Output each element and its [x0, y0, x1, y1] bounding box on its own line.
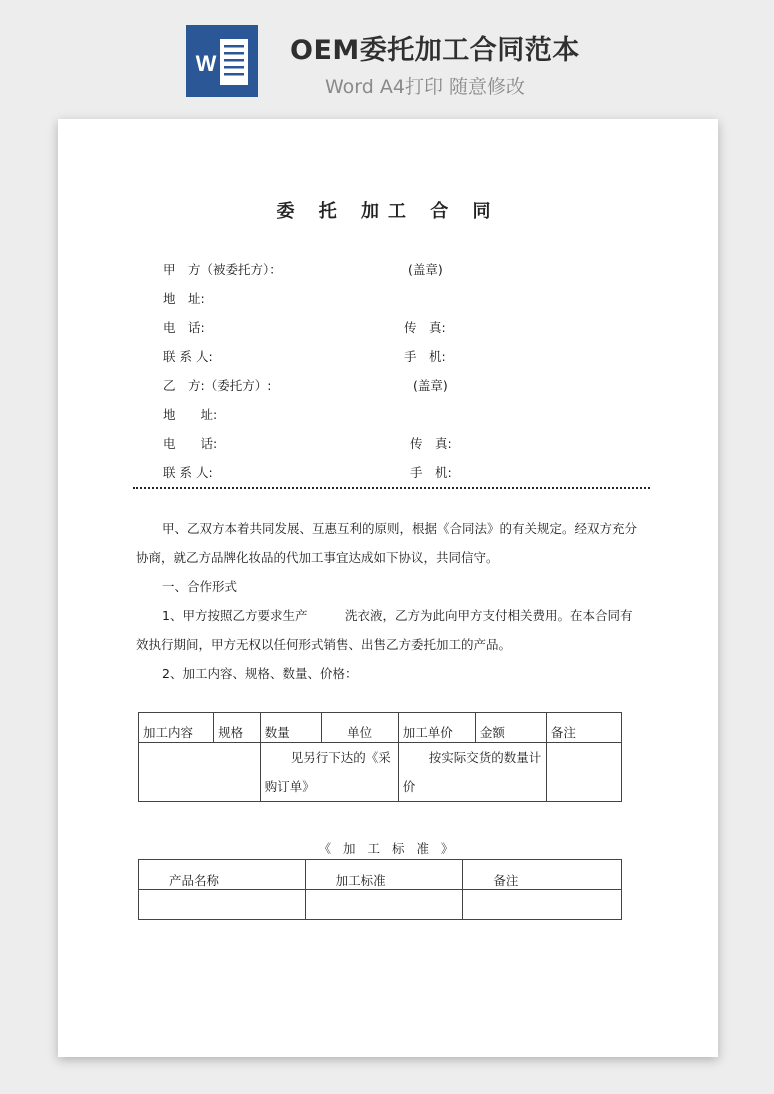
table-header-row: [139, 713, 622, 743]
party-a-address: 地 址:: [163, 291, 205, 306]
page-subtitle: Word A4打印 随意修改: [325, 76, 526, 98]
dotted-divider: [133, 487, 650, 489]
section-heading-1: 一、合作形式: [162, 579, 238, 594]
table-cell: [139, 743, 261, 802]
document-page: [58, 119, 718, 1057]
party-b-seal: (盖章): [413, 378, 448, 393]
table-cell: [305, 890, 463, 920]
item-2-heading: 2、加工内容、规格、数量、价格：: [162, 666, 358, 681]
party-b-label: 乙 方:（委托方）:: [163, 378, 272, 393]
table-header-cell: 加工单价: [398, 713, 475, 743]
header: [0, 0, 774, 110]
party-a-label: 甲 方（被委托方）：: [163, 262, 282, 277]
table-cell: 按实际交货的数量计价: [398, 743, 546, 802]
party-b-mobile: 手 机:: [410, 465, 452, 480]
table-header-cell: 加工内容: [139, 713, 214, 743]
party-b-contact: 联 系 人:: [163, 465, 213, 480]
intro-line-1: 甲、乙双方本着共同发展、互惠互利的原则，根据《合同法》的有关规定。经双方充分: [162, 521, 638, 536]
table-header-cell: 单位: [321, 713, 398, 743]
item-1-line-1: 1、甲方按照乙方要求生产 洗衣液，乙方为此向甲方支付相关费用。在本合同有: [162, 608, 633, 623]
party-a-seal: (盖章): [408, 262, 443, 277]
table-header-cell: 产品名称: [139, 860, 306, 890]
page-title: OEM委托加工合同范本: [290, 35, 580, 66]
table-header-cell: 规格: [214, 713, 261, 743]
party-a-phone: 电 话:: [163, 320, 205, 335]
table-header-cell: 加工标准: [305, 860, 463, 890]
item-1-paragraph: [136, 601, 646, 659]
party-a-mobile: 手 机:: [404, 349, 446, 364]
word-icon: [186, 25, 258, 97]
watermark: [86, 451, 123, 488]
logo-letter: W: [195, 51, 217, 76]
table-header-row: [139, 860, 622, 890]
table-cell: [139, 890, 306, 920]
table-header-cell: 备注: [546, 713, 621, 743]
intro-line-2: 协商，就乙方品牌化妆品的代加工事宜达成如下协议，共同信守。: [136, 550, 499, 565]
party-b-fax: 传 真:: [410, 436, 452, 451]
table-row: [139, 743, 622, 802]
table-cell: [546, 743, 621, 802]
intro-paragraph: [136, 514, 646, 572]
table-row: [139, 890, 622, 920]
standards-table-caption: 《 加 工 标 准 》: [318, 841, 458, 856]
party-b-address: 地 址:: [163, 407, 218, 422]
table-cell: [463, 890, 622, 920]
table-header-cell: 数量: [260, 713, 321, 743]
party-b-phone: 电 话:: [163, 436, 218, 451]
table-header-cell: 备注: [463, 860, 622, 890]
processing-table: [138, 712, 622, 802]
document-title: 委 托 加工 合 同: [276, 201, 500, 222]
standards-table: [138, 859, 622, 920]
table-cell: 见另行下达的《采购订单》: [260, 743, 398, 802]
party-a-fax: 传 真:: [404, 320, 446, 335]
item-1-line-2: 效执行期间，甲方无权以任何形式销售、出售乙方委托加工的产品。: [136, 637, 512, 652]
party-a-contact: 联 系 人:: [163, 349, 213, 364]
table-header-cell: 金额: [475, 713, 546, 743]
